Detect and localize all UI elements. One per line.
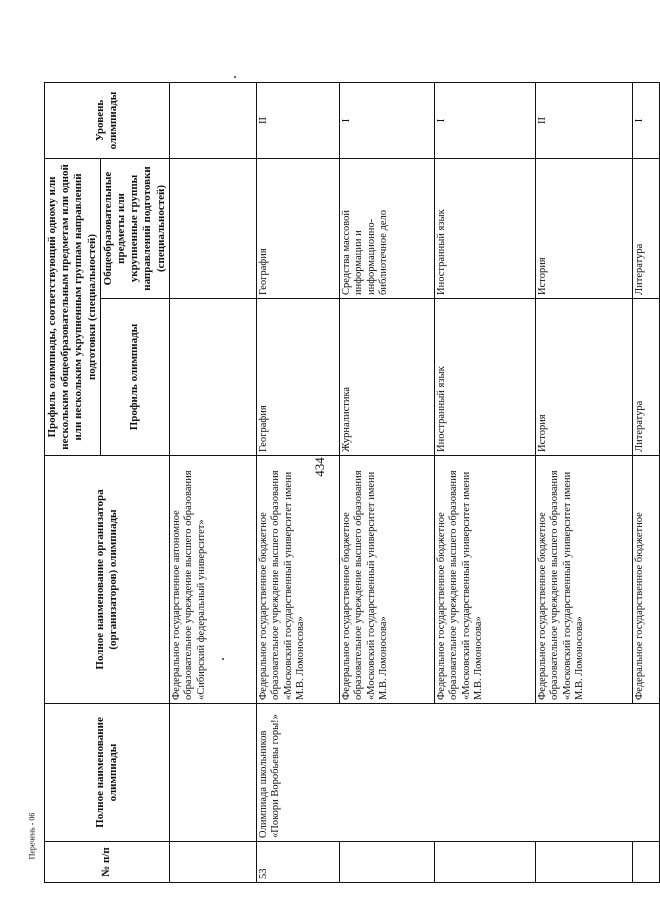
header-subjects: Общеобразовательные предметы или укрупненные группы направлений подготовки (специальностей) — [100, 159, 169, 299]
row-profile: Журналистика — [339, 299, 434, 456]
row-profile: История — [535, 299, 632, 456]
row-olympiad — [169, 704, 256, 842]
row-organizer: Федеральное государственное бюджетное образовательное учреждение высшего образования «Московский государственный университет имени М.В. Ломоносова» — [535, 456, 632, 704]
row-number — [632, 842, 659, 883]
olympiad-table — [44, 82, 660, 883]
header-profile: Профиль олимпиады — [100, 299, 169, 456]
table-row — [169, 83, 256, 883]
row-number: 53 — [256, 842, 339, 883]
header-row-top — [45, 83, 101, 883]
row-organizer: Федеральное государственное автономное образовательное учреждение высшего образования «Сибирский федеральный университет» — [169, 456, 256, 704]
row-subjects: География — [256, 159, 339, 299]
row-profile — [169, 299, 256, 456]
row-subjects: Иностранный язык — [434, 159, 535, 299]
header-organizer-name: Полное наименование организатора (организаторов) олимпиады — [45, 456, 170, 704]
row-level: II — [256, 83, 339, 159]
row-subjects: Средства массовой информации и информационно-библиотечное дело — [339, 159, 434, 299]
scan-speck — [234, 76, 236, 78]
row-organizer: Федеральное государственное бюджетное образовательное учреждение высшего образования «Московский государственный университет имени М.В. Ломоносова» — [256, 456, 339, 704]
row-level — [169, 83, 256, 159]
page-number: 434 — [312, 457, 327, 477]
rotated-page-content — [44, 83, 645, 883]
row-number — [169, 842, 256, 883]
row-level: I — [339, 83, 434, 159]
row-olympiad: Олимпиада школьников «Покори Воробьевы горы!» — [256, 704, 659, 842]
row-level: I — [434, 83, 535, 159]
header-level: Уровень олимпиады — [45, 83, 170, 159]
header-profile-group: Профиль олимпиады, соответствующий одному или нескольким общеобразовательным предметам или одной или нескольким укрупненным группам направлений подготовки (специальностей) — [45, 159, 101, 456]
row-number — [339, 842, 434, 883]
header-number: № п/п — [45, 842, 170, 883]
row-profile: Литература — [632, 299, 659, 456]
row-organizer: Федеральное государственное бюджетное — [632, 456, 659, 704]
row-organizer: Федеральное государственное бюджетное образовательное учреждение высшего образования «Московский государственный университет имени М.В. Ломоносова» — [339, 456, 434, 704]
row-profile: Иностранный язык — [434, 299, 535, 456]
row-number — [535, 842, 632, 883]
row-level: II — [535, 83, 632, 159]
row-subjects: История — [535, 159, 632, 299]
footer-note: Перечень - 06 — [27, 812, 37, 860]
row-subjects: Литература — [632, 159, 659, 299]
row-profile: География — [256, 299, 339, 456]
row-level: I — [632, 83, 659, 159]
row-subjects — [169, 159, 256, 299]
table-row — [256, 83, 339, 883]
row-organizer: Федеральное государственное бюджетное образовательное учреждение высшего образования «Московский государственный университет имени М.В. Ломоносова» — [434, 456, 535, 704]
row-number — [434, 842, 535, 883]
header-olympiad-name: Полное наименование олимпиады — [45, 704, 170, 842]
